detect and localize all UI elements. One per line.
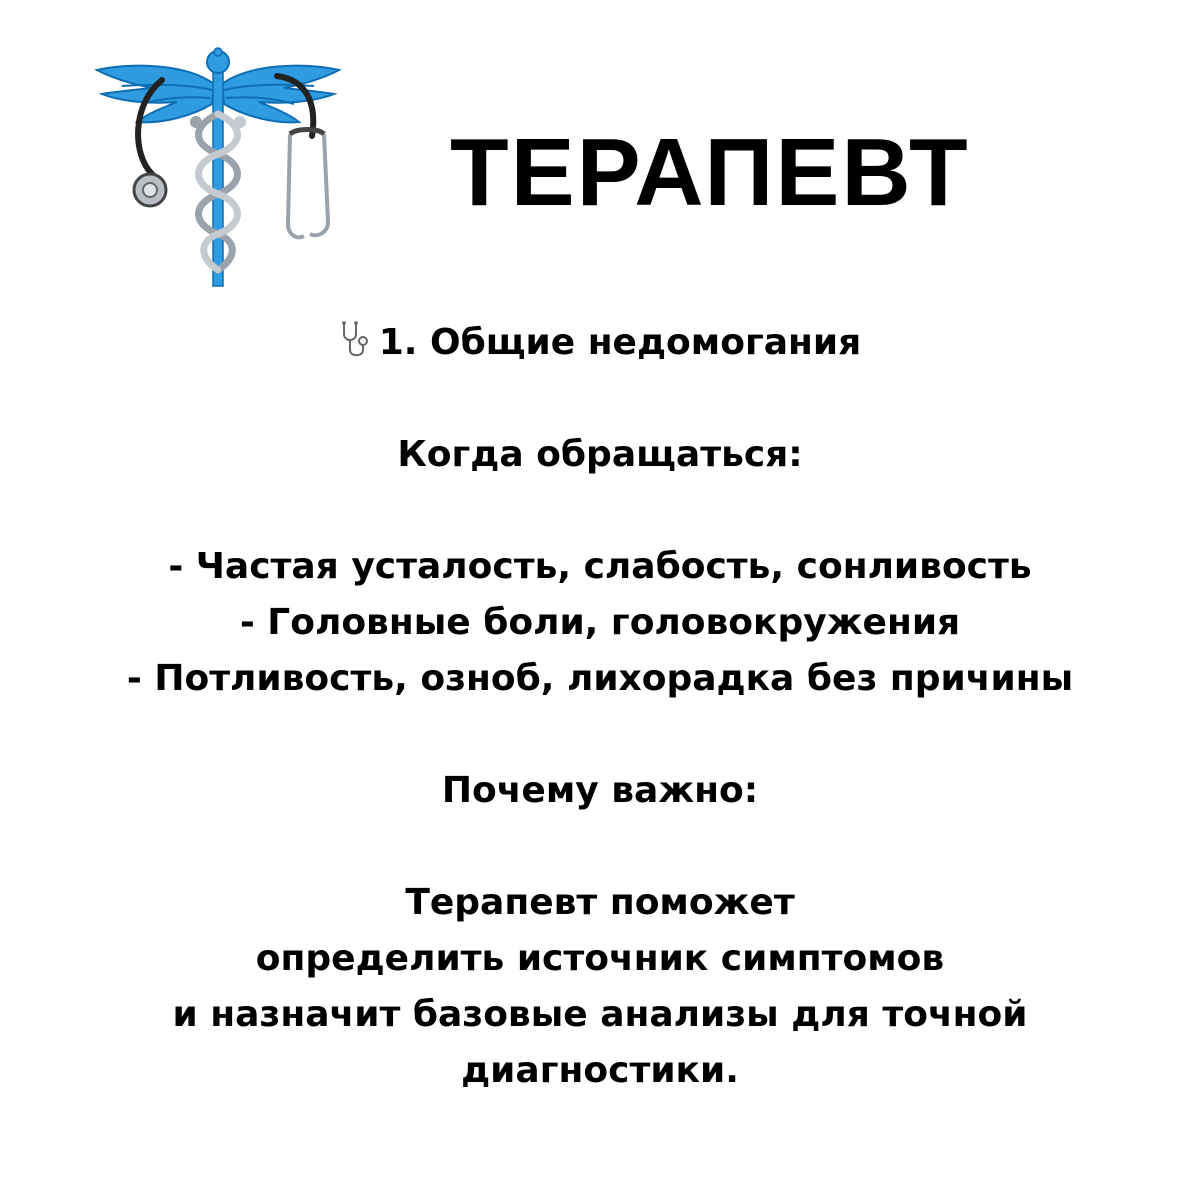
symptom-item: - Частая усталость, слабость, сонливость [168, 546, 1032, 587]
symptom-item: - Потливость, озноб, лихорадка без причины [126, 658, 1074, 699]
why-line: и назначит базовые анализы для точной [172, 994, 1028, 1035]
symptom-item: - Головные боли, головокружения [239, 602, 961, 643]
section-heading-line [0, 315, 1200, 371]
why-line: Терапевт поможет [405, 882, 795, 923]
when-label: Когда обращаться: [397, 434, 803, 475]
page-title: ТЕРАПЕВТ [450, 119, 970, 226]
content-section [0, 315, 1200, 1099]
caduceus-with-stethoscope-icon [92, 44, 344, 292]
section-heading: 1. Общие недомогания [378, 322, 862, 363]
why-line: определить источник симптомов [255, 938, 945, 979]
header [0, 0, 1200, 300]
stethoscope-icon [339, 320, 373, 360]
why-label: Почему важно: [441, 770, 759, 811]
why-line: диагностики. [461, 1050, 739, 1091]
left-wing [97, 66, 214, 123]
